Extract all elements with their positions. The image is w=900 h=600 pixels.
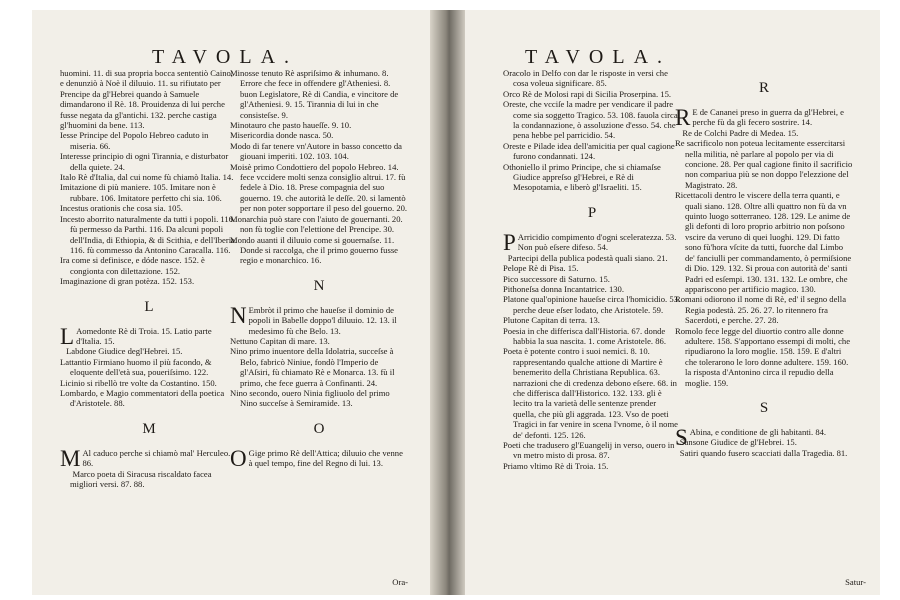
index-entry: Labdone Giudice degl'Hebrei. 15. bbox=[66, 346, 183, 357]
index-entry: Pithoneſsa donna Incantatrice. 130. bbox=[503, 283, 624, 294]
catchword-left: Ora- bbox=[392, 577, 408, 587]
entry-text: Gige primo Rè dell'Attica; diluuio che venne à quel tempo, fine del Regno di lui. 13. bbox=[248, 447, 403, 469]
index-entry: Satiri quando fusero scacciati dalla Tragedia. 81. bbox=[679, 447, 848, 458]
index-entry: Oreste, che vcciſe la madre per vendicare il padre come sia soggetto Tragico. 53. 108. fauola circa la condannazione, ò assoluzione d'esso. 54. che pena hebbe pel parricidio. 54. bbox=[503, 99, 678, 141]
drop-cap: S bbox=[675, 424, 688, 450]
running-head-left: TAVOLA. bbox=[152, 46, 299, 68]
drop-cap: O bbox=[230, 445, 247, 471]
right-column-1 bbox=[503, 68, 681, 471]
catchword-right: Satur- bbox=[845, 577, 866, 587]
index-entry: Monarchia può stare con l'aiuto de gouernanti. 20. non fù toglie con l'elettione del Prencipe. 30. bbox=[230, 213, 403, 235]
drop-cap: L bbox=[60, 323, 75, 349]
entry-text: Arricidio compimento d'ogni sceleratezza. 53. Non può eſsere difeso. 54. bbox=[517, 231, 677, 253]
drop-cap: N bbox=[230, 302, 247, 328]
index-entry: Marco poeta di Siracusa riscaldato facea migliori versi. 87. 88. bbox=[70, 468, 212, 489]
section-letter-P: P bbox=[587, 204, 597, 221]
entry-text: Embròt il primo che haueſse il dominio de popoli in Babelle doppo'l diluuio. 12. 13. il medesimo fù che Belo. 13. bbox=[248, 304, 397, 336]
index-entry: Iesse Principe del Popolo Hebreo caduto in miseria. 66. bbox=[60, 130, 209, 151]
index-entry bbox=[60, 445, 238, 471]
index-entry: Nino secondo, ouero Ninia figliuolo del primo Nino succeſse à Semiramide. 13. bbox=[230, 387, 390, 409]
section-letter-S: S bbox=[759, 399, 769, 416]
index-entry: Othoniello il primo Principe, che si chiamaſse Giudice appreſso gl'Hebrei, e Rè di Mesopotamia, e liberò gl'Israeliti. 15. bbox=[503, 161, 661, 193]
index-entry bbox=[675, 107, 853, 128]
index-entry bbox=[60, 323, 238, 349]
index-entry bbox=[503, 229, 681, 255]
index-entry: Imitazione di più maniere. 105. Imitare non è rubbare. 106. Imitatore perfetto chi sia. 106. bbox=[60, 182, 222, 203]
entry-list-top bbox=[60, 68, 238, 287]
index-entry: Incesto aborrito naturalmente da tutti i popoli. 116. fù permesso da Parthi. 116. Da alcuni popoli dell'India, di Ethiopia, & di Scithia, e dell'Iberia. 116. fù commesso da Antonino Caracalla. 116. bbox=[60, 213, 238, 255]
right-column-2 bbox=[675, 80, 853, 458]
index-entry: Poeti che tradusero gl'Euangelij in verso, ouero in vn metro misto di prosa. 87. bbox=[503, 440, 675, 461]
section-letter-O: O bbox=[313, 420, 325, 437]
index-entry: Re de Colchi Padre di Medea. 15. bbox=[682, 127, 799, 138]
index-entry: Imaginazione di gran potèza. 152. 153. bbox=[60, 276, 195, 287]
index-entry: Romolo fece legge del diuortio contro alle donne adultere. 158. S'apportano essempi di molti, che ripudiarono la loro moglie. 158. 159. E d'altri che tolerarono le loro donne adultere. 159. 160. la risposta d'Antonino circa il repudio della moglie. 159. bbox=[675, 325, 851, 388]
index-entry: Modo di far tenere vn'Autore in basso concetto da giouani imperiti. 102. 103. 104. bbox=[230, 140, 402, 162]
index-entry: Pelope Rè di Pisa. 15. bbox=[503, 263, 579, 274]
running-head-right: TAVOLA. bbox=[525, 46, 672, 68]
entry-text: Aomedonte Rè di Troia. 15. Latio parte d'Italia. 15. bbox=[76, 325, 212, 346]
section-letter-R: R bbox=[758, 80, 769, 96]
index-entry: Platone qual'opinione haueſse circa l'homicidio. 53. perche deue eſser lodato, che Aristotele. 59. bbox=[503, 294, 681, 315]
index-entry: Interesse principio di ogni Tirannia, e disturbator della quiete. 24. bbox=[60, 151, 229, 172]
left-column-1 bbox=[60, 68, 238, 489]
index-entry: Sansone Giudice de gl'Hebrei. 15. bbox=[679, 437, 797, 448]
left-page bbox=[32, 10, 430, 595]
index-entry: Lombardo, e Magio commentatori della poetica d'Aristotele. 88. bbox=[60, 387, 225, 409]
entry-text: Abina, e conditione de gli habitanti. 84. bbox=[689, 426, 827, 437]
drop-cap: M bbox=[60, 445, 81, 471]
entry-text: Al caduco perche si chiamò mal' Herculeo. 86. bbox=[82, 447, 231, 469]
index-entry: Misericordia donde nasca. 50. bbox=[230, 130, 334, 141]
index-entry: Priamo vltimo Rè di Troia. 15. bbox=[503, 460, 609, 471]
index-entry: Italo Rè d'Italia, dal cui nome fù chiamò Italia. 14. bbox=[60, 172, 234, 183]
index-entry: Mondo auanti il diluuio come si gouernaſse. 11. Donde si raccolga, che il primo gouerno fusse regio e monarchico. 16. bbox=[230, 234, 398, 266]
index-entry: Partecipi della publica podestà quali siano. 21. bbox=[507, 252, 668, 263]
index-entry: Poeta è potente contro i suoi nemici. 8. 10. rappresentando qualche attione di Martire è benemerito della Christiana Republica. 63. narrazioni che di credenza debono eſsere. 68. in che differisca dall'Historico. 132. 133. gli è lecito tra la varietà delle sentenze prender quella, che più gli aggrada. 123. Vso de poeti Tragici in far venire in scena l'vnome, ò il nome de' defonti. 125. 126. bbox=[503, 346, 678, 440]
drop-cap: P bbox=[503, 229, 516, 255]
index-entry: Incestus orationis che cosa sia. 105. bbox=[60, 203, 183, 214]
section-letter-M: M bbox=[142, 420, 156, 437]
index-entry: Orco Rè de Molosi rapi di Sicilia Proserpina. 15. bbox=[503, 88, 672, 99]
index-entry: Lattantio Firmiano huomo il più facondo, & eloquente dell'età sua, poueriſsimo. 122. bbox=[60, 356, 212, 378]
index-entry: Ira come si definisce, e dóde nasce. 152. è congionta con dilettazione. 152. bbox=[60, 255, 205, 276]
index-entry: Licinio si ribellò tre volte da Costantino. 150. bbox=[60, 377, 217, 388]
drop-cap: R bbox=[675, 105, 691, 130]
index-entry: huomini. 11. di sua propria bocca sententiò Caino, e denunziò à Noè il diluuio. 11. su rifiutato per Prencipe da gl'Hebrei quando à Samuele dimandarono il Rè. 18. Prouidenza di lui perche fusse negata da gl'antichi. 132. perche castiga gl'huomini da bene. 113. bbox=[60, 68, 233, 131]
index-entry: Moisè primo Condottiero del popolo Hebreo. 14. fece vccidere molti senza consiglio altrui. 17. fù fedele à Dio. 18. Prese compagnia del suo gouerno. 19. che autorità le deſſe. 20. si lamentò per non poter sopportare il peso del gouerno. 20. bbox=[230, 161, 408, 214]
left-column-2 bbox=[230, 68, 408, 469]
index-entry: Minotauro che pasto haueſſe. 9. 10. bbox=[230, 120, 352, 131]
right-page bbox=[465, 10, 880, 595]
index-entry bbox=[230, 445, 408, 471]
index-entry: Nino primo inuentore della Idolatria, succeſse à Belo, fabricò Niniue, fondò l'Imperio de gl'Aſsiri, fù chiamato Rè e Monarca. 13. fù il primo, che fece guerra à Confinanti. 24. bbox=[230, 346, 395, 388]
index-entry: Plutone Capitan di terra. 13. bbox=[503, 315, 600, 326]
index-entry: Oreste e Pilade idea dell'amicitia per qual cagione furono condannati. 124. bbox=[503, 140, 675, 162]
index-entry: Pico successore di Saturno. 15. bbox=[503, 273, 610, 284]
entry-text: E de Cananei preso in guerra da gl'Hebrei, e perche fù da gli fecero sostrire. 14. bbox=[692, 107, 844, 128]
index-entry: Oracolo in Delfo con dar le risposte in versi che cosa voleua significare. 85. bbox=[503, 68, 668, 89]
index-entry: Re sacrificolo non poteua lecitamente essercitarsi nella militia, nè parlare al popolo per via di concione. 28. Per qual cagione finito il sacrificio non compariua più se non doppo l'elezzione del Magistrato. 28. bbox=[675, 138, 853, 190]
index-entry: Nettuno Capitan di mare. 13. bbox=[230, 335, 330, 346]
index-entry: Ricettacoli dentro le viscere della terra quanti, e quali siano. 128. Oltre alli quattro non fù da vn quinto luogo sotterraneo. 128. 129. Le anime de gli defonti di loro proprio arbitrio non poſsono vscire da veruno di quei luoghi. 129. Di fatto sono fù'hora vſcite da tutti, fuorche dal Limbo de' fanciulli per commandamento, ò permiſsione di Dio. 129. 132. Si proua con autorità de' santi Padri ed esſempi. 130. 131. 132. Le ombre, che appariscono per artificio magico. 130. bbox=[675, 190, 852, 294]
section-letter-L: L bbox=[144, 298, 154, 315]
index-entry: Minosse tenuto Rè aspriſsimo & inhumano. 8. Errore che fece in offendere gl'Atheniesi. 8. buon Legislatore, Rè di Candia, e vincitore de gl'Atheniesi. 9. 15. Tirannia di lui in che consisteſse. 9. bbox=[230, 68, 399, 120]
section-letter-N: N bbox=[313, 277, 325, 294]
index-entry: Romani odiorono il nome di Rè, ed' il segno della Regia podestà. 25. 26. 27. lo ritennero fra Sacerdoti, e perche. 27. 28. bbox=[675, 294, 847, 326]
index-entry: Poesia in che differisca dall'Historia. 67. donde habbia la sua nascita. 1. come Aristotele. 86. bbox=[503, 325, 666, 346]
index-entry bbox=[230, 302, 408, 336]
book-gutter bbox=[430, 10, 465, 595]
